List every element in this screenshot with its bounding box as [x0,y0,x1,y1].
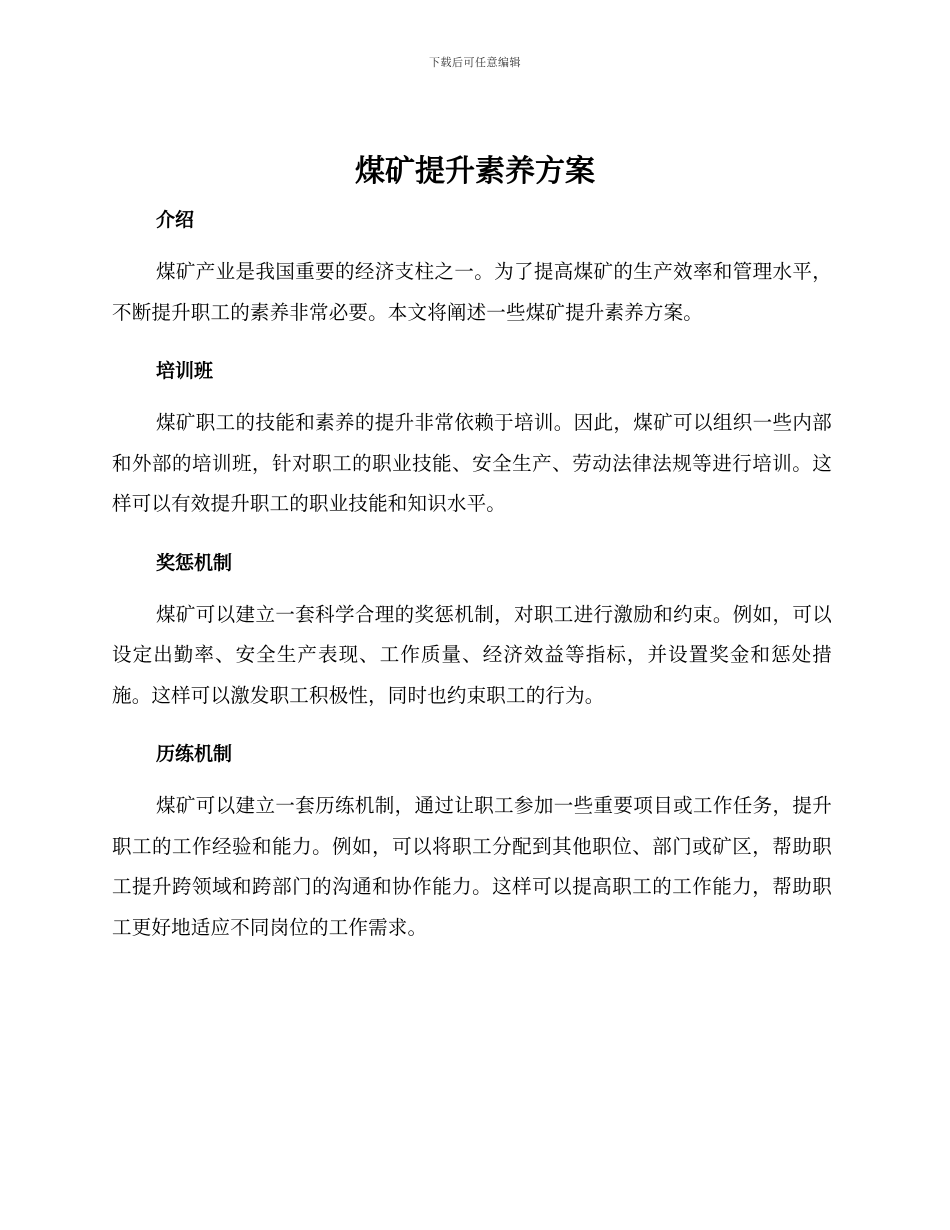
section-training [112,353,832,525]
section-paragraph: 煤矿职工的技能和素养的提升非常依赖于培训。因此，煤矿可以组织一些内部和外部的培训班，针对职工的职业技能、安全生产、劳动法律法规等进行培训。这样可以有效提升职工的职业技能和知识水平。 [112,411,832,515]
header-note: 下载后可任意编辑 [429,56,521,69]
section-paragraph: 煤矿产业是我国重要的经济支柱之一。为了提高煤矿的生产效率和管理水平，不断提升职工的素养非常必要。本文将阐述一些煤矿提升素养方案。 [112,260,832,324]
document-title: 煤矿提升素养方案 [355,154,595,189]
section-heading: 历练机制 [156,743,233,765]
document-body [112,202,832,968]
section-intro [112,202,832,333]
section-experience [112,736,832,948]
section-paragraph: 煤矿可以建立一套历练机制，通过让职工参加一些重要项目或工作任务，提升职工的工作经验和能力。例如，可以将职工分配到其他职位、部门或矿区，帮助职工提升跨领域和跨部门的沟通和协作能力。这样可以提高职工的工作能力，帮助职工更好地适应不同岗位的工作需求。 [112,794,832,939]
section-heading: 介绍 [156,209,195,231]
section-reward-punishment [112,545,832,717]
section-heading: 培训班 [156,360,214,382]
section-heading: 奖惩机制 [156,551,233,574]
section-paragraph: 煤矿可以建立一套科学合理的奖惩机制，对职工进行激励和约束。例如，可以设定出勤率、安全生产表现、工作质量、经济效益等指标，并设置奖金和惩处措施。这样可以激发职工积极性，同时也约束职工的行为。 [112,602,832,707]
